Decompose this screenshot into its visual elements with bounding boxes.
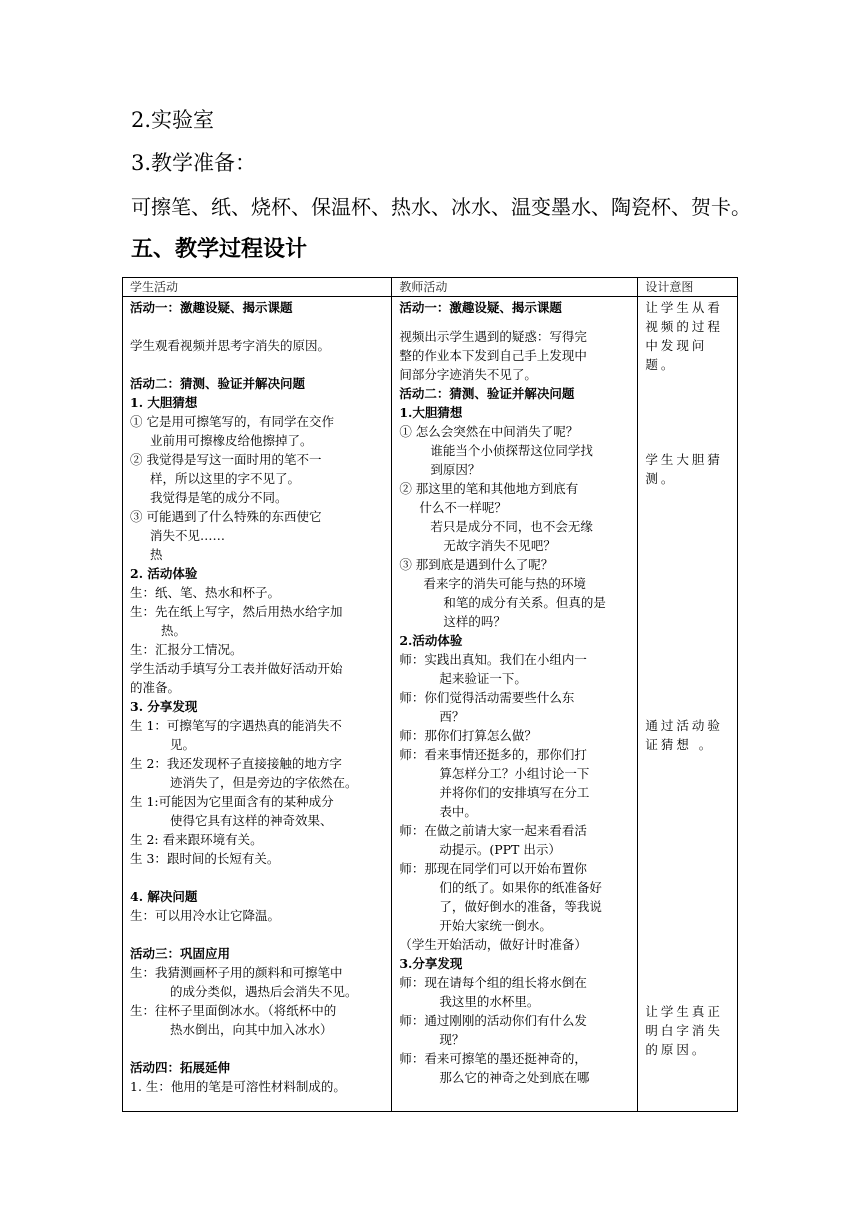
teacher-share-line: 师：通过刚刚的活动你们有什么发 <box>399 1013 587 1028</box>
student-act3-line: 生：我猜测画杯子用的颜料和可擦笔中 <box>130 965 343 980</box>
teacher-exp-line: 师：实践出真知。我们在小组内一 <box>399 652 587 667</box>
student-act3-line: 生：往杯子里面倒冰水。（将纸杯中的 <box>130 1003 337 1018</box>
teacher-exp-line: 师：那你们打算怎么做？ <box>399 728 537 743</box>
student-act1-title: 活动一：激趣设疑、揭示课题 <box>130 300 293 315</box>
teacher-guess-line: 到原因？ <box>430 462 481 477</box>
student-share-title: 3. 分享发现 <box>130 699 198 714</box>
student-exp-line: 学生活动手填写分工表并做好活动开始 <box>130 661 343 676</box>
teacher-guess-line: 无故字消失不见吧？ <box>443 538 556 553</box>
design-note-line: 学生大胆猜 <box>645 452 723 467</box>
teacher-share-line: 我这里的水杯里。 <box>439 994 540 1009</box>
design-note-line: 视频的过程 <box>645 319 723 334</box>
teacher-exp-line: 动提示。(PPT 出示） <box>439 842 561 857</box>
teacher-exp-line: 西？ <box>439 709 465 724</box>
student-exp-title: 2. 活动体验 <box>130 566 198 581</box>
design-note-line: 测。 <box>645 471 677 486</box>
student-guess-line: 我觉得是笔的成分不同。 <box>150 490 288 505</box>
design-note-line: 让学生从看 <box>645 300 723 315</box>
teacher-guess-line: ② 那这里的笔和其他地方到底有 <box>399 481 579 496</box>
teacher-exp-title: 2.活动体验 <box>399 633 463 648</box>
teacher-guess-line: ③ 那到底是遇到什么了呢？ <box>399 557 554 572</box>
student-exp-line: 热。 <box>161 623 187 638</box>
student-guess-line: 样，所以这里的字不见了。 <box>150 471 301 486</box>
student-guess-line: 热 <box>150 547 163 562</box>
teacher-share-line: 那么它的神奇之处到底在哪 <box>439 1070 590 1085</box>
student-solve-title: 4. 解决问题 <box>130 889 198 904</box>
teacher-exp-line: 了，做好倒水的准备，等我说 <box>439 899 602 914</box>
student-act4-line: 1. 生：他用的笔是可溶性材料制成的。 <box>130 1079 346 1094</box>
teacher-guess-line: 和笔的成分有关系。但真的是 <box>443 595 606 610</box>
student-share-line: 生 1：可擦笔写的字遇热真的能消失不 <box>130 718 342 733</box>
teacher-act2-title: 活动二：猜测、验证并解决问题 <box>399 386 575 401</box>
student-share-line: 生 3：跟时间的长短有关。 <box>130 851 280 866</box>
student-share-line: 迹消失了，但是旁边的字依然在。 <box>170 775 358 790</box>
student-share-line: 生 2: 看来跟环境有关。 <box>130 832 263 847</box>
design-note-line: 的原因。 <box>645 1042 708 1057</box>
teacher-exp-line: 算怎样分工？小组讨论一下 <box>439 766 590 781</box>
teacher-guess-title: 1.大胆猜想 <box>399 405 463 420</box>
teacher-guess-line: 看来字的消失可能与热的环境 <box>423 576 586 591</box>
student-exp-line: 生：先在纸上写字，然后用热水给字加 <box>130 604 343 619</box>
student-exp-line: 的准备。 <box>130 680 181 695</box>
student-guess-line: 业前用可擦橡皮给他擦掉了。 <box>150 433 313 448</box>
teacher-exp-line: 师：看来事情还挺多的，那你们打 <box>399 747 587 762</box>
teacher-guess-line: 谁能当个小侦探帮这位同学找 <box>430 443 593 458</box>
design-note-line: 中发现问题。 <box>645 338 708 372</box>
teacher-exp-line: 师：那现在同学们可以开始布置你 <box>399 861 587 876</box>
header-student: 学生活动 <box>123 278 392 297</box>
teacher-share-line: 现？ <box>439 1032 465 1047</box>
student-act3-line: 热水倒出，向其中加入冰水） <box>170 1022 333 1037</box>
student-solve-line: 生：可以用冷水让它降温。 <box>130 908 281 923</box>
design-intent-cell <box>638 297 738 1112</box>
teacher-exp-line: 们的纸了。如果你的纸准备好 <box>439 880 602 895</box>
student-act3-title: 活动三：巩固应用 <box>130 946 231 961</box>
student-share-line: 使得它具有这样的神奇效果、 <box>170 813 333 828</box>
teacher-act1-line: 间部分字迹消失不见了。 <box>399 367 537 382</box>
student-guess-line: ③ 可能遇到了什么特殊的东西使它 <box>130 509 322 524</box>
table-header-row <box>123 278 738 297</box>
teacher-exp-line: 师：在做之前请大家一起来看看活 <box>399 823 587 838</box>
student-activity-cell <box>123 297 392 1112</box>
student-share-line: 生 1:可能因为它里面含有的某种成分 <box>130 794 334 809</box>
header-design: 设计意图 <box>638 278 738 297</box>
teacher-exp-line: 起来验证一下。 <box>439 671 527 686</box>
teacher-guess-line: 什么不一样呢？ <box>419 500 507 515</box>
teacher-act1-line: 视频出示学生遇到的疑惑：写得完 <box>399 329 587 344</box>
section-title: 五、教学过程设计 <box>131 236 308 262</box>
student-act1-text: 学生观看视频并思考字消失的原因。 <box>130 338 331 353</box>
student-share-line: 生 2：我还发现杯子直接接触的地方字 <box>130 756 342 771</box>
teacher-exp-line: （学生开始活动，做好计时准备） <box>399 937 587 952</box>
student-guess-title: 1. 大胆猜想 <box>130 395 198 410</box>
student-act2-title: 活动二：猜测、验证并解决问题 <box>130 376 306 391</box>
student-share-line: 见。 <box>170 737 196 752</box>
student-exp-line: 生：纸、笔、热水和杯子。 <box>130 585 281 600</box>
teacher-share-line: 师：现在请每个组的组长将水倒在 <box>399 975 587 990</box>
teacher-exp-line: 开始大家统一倒水。 <box>439 918 552 933</box>
teacher-share-title: 3.分享发现 <box>399 956 463 971</box>
heading-lab: 2.实验室 <box>131 108 215 132</box>
teacher-guess-line: ① 怎么会突然在中间消失了呢？ <box>399 424 579 439</box>
student-guess-line: ② 我觉得是写这一面时用的笔不一 <box>130 452 322 467</box>
materials-text: 可擦笔、纸、烧杯、保温杯、热水、冰水、温变墨水、陶瓷杯、贺卡。 <box>131 195 751 219</box>
teacher-exp-line: 师：你们觉得活动需要些什么东 <box>399 690 575 705</box>
teacher-act1-title: 活动一：激趣设疑、揭示课题 <box>399 300 562 315</box>
teacher-activity-cell <box>392 297 638 1112</box>
teaching-process-table <box>122 277 738 1112</box>
design-note-line: 通过活动验 <box>645 718 723 733</box>
teacher-guess-line: 若只是成分不同，也不会无缘 <box>430 519 593 534</box>
table-body-row <box>123 297 738 1112</box>
teacher-share-line: 师：看来可擦笔的墨还挺神奇的， <box>399 1051 587 1066</box>
student-guess-line: 消失不见…… <box>150 528 226 543</box>
heading-prep: 3.教学准备： <box>131 151 257 175</box>
header-teacher: 教师活动 <box>392 278 638 297</box>
student-exp-line: 生：汇报分工情况。 <box>130 642 243 657</box>
design-note-line: 证猜想 。 <box>645 737 715 752</box>
teacher-act1-line: 整的作业本下发到自己手上发现中 <box>399 348 587 363</box>
student-act4-title: 活动四：拓展延伸 <box>130 1060 231 1075</box>
student-act3-line: 的成分类似，遇热后会消失不见。 <box>170 984 358 999</box>
student-guess-line: ① 它是用可擦笔写的，有同学在交作 <box>130 414 334 429</box>
design-note-line: 明白字消失 <box>645 1023 723 1038</box>
design-note-line: 让学生真正 <box>645 1004 723 1019</box>
teacher-exp-line: 并将你们的安排填写在分工 <box>439 785 590 800</box>
teacher-exp-line: 表中。 <box>439 804 477 819</box>
teacher-guess-line: 这样的吗？ <box>443 614 506 629</box>
